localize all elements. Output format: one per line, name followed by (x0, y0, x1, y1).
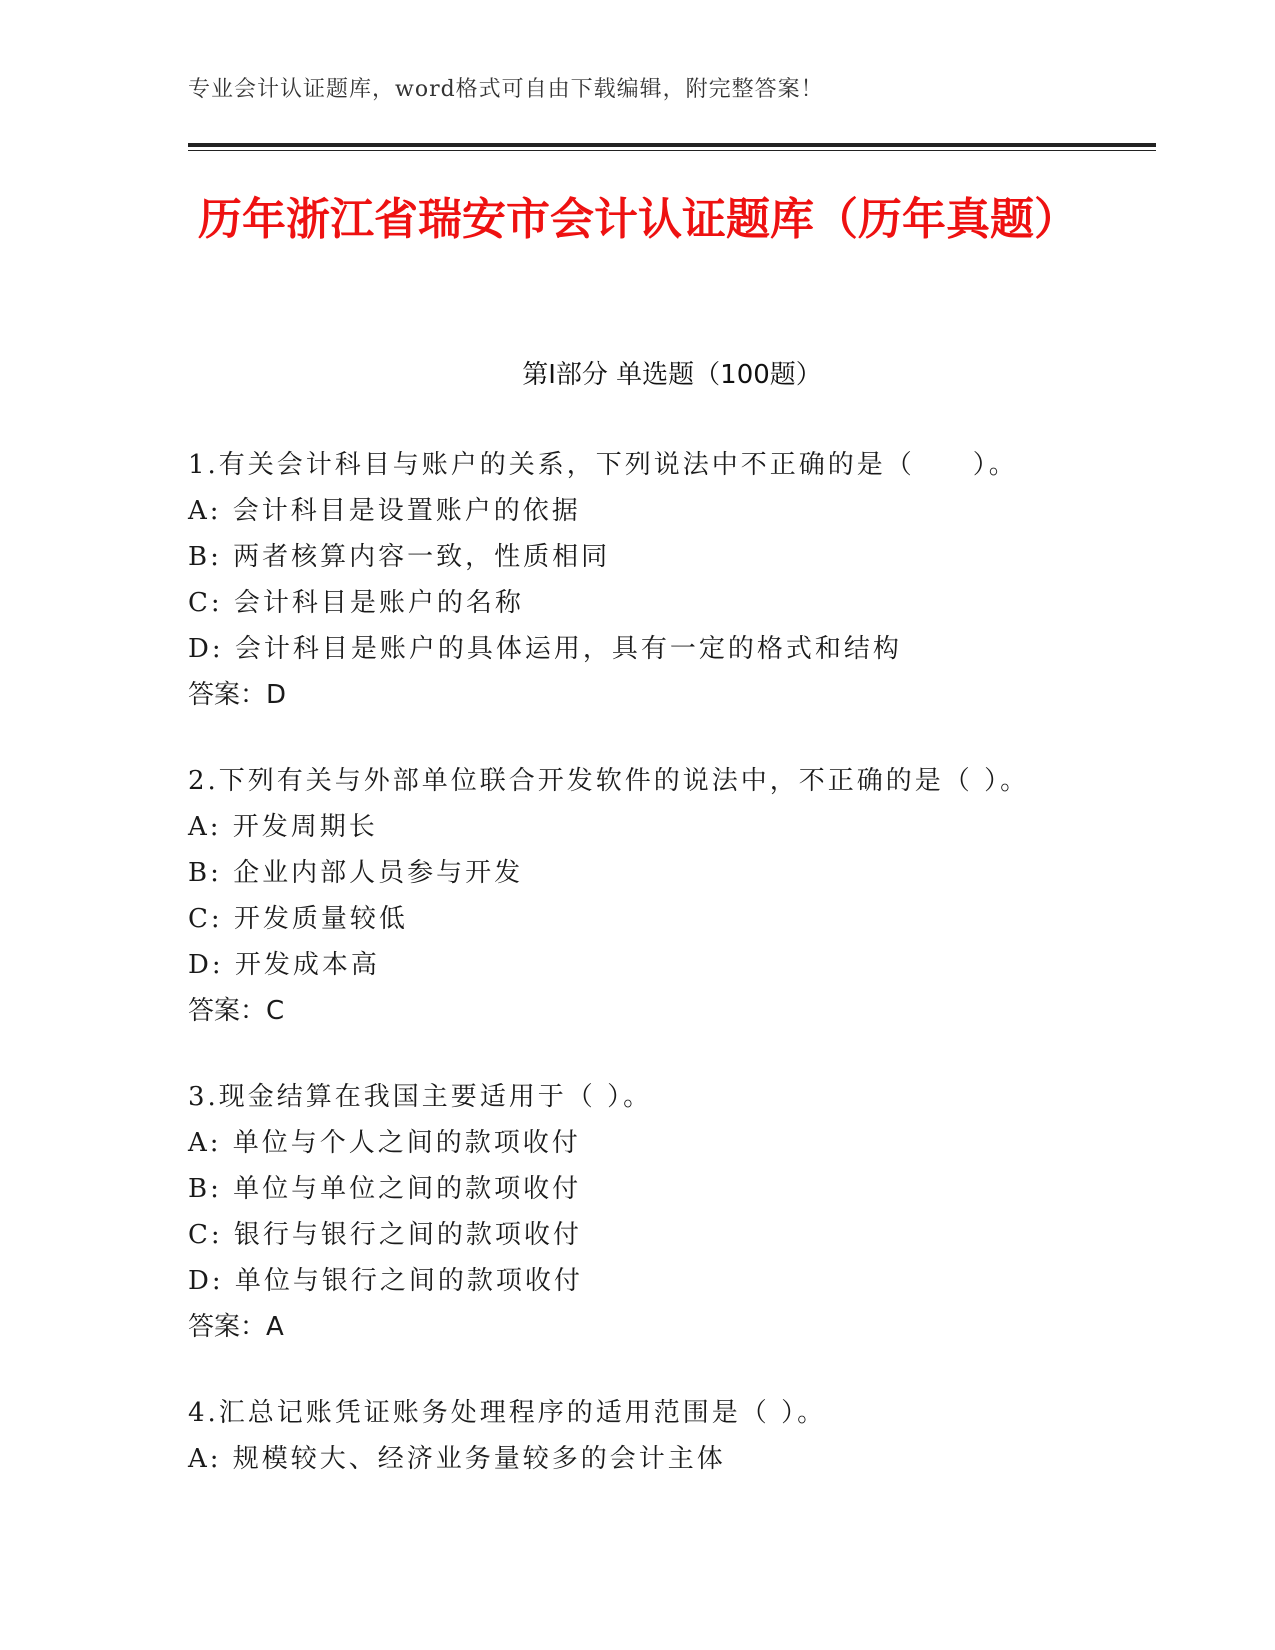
option-d: D: 单位与银行之间的款项收付 (188, 1266, 583, 1296)
document-title: 历年浙江省瑞安市会计认证题库（历年真题） (198, 194, 1078, 245)
question-3 (188, 1074, 1156, 1350)
question-stem: 2.下列有关与外部单位联合开发软件的说法中，不正确的是（ ）。 (188, 766, 1030, 796)
option-c: C: 会计科目是账户的名称 (188, 588, 524, 618)
answer: 答案：D (188, 680, 287, 710)
answer: 答案：C (188, 996, 285, 1026)
answer: 答案：A (188, 1312, 284, 1342)
header-rule-thin (188, 150, 1156, 151)
question-stem: 3.现金结算在我国主要适用于（ ）。 (188, 1082, 653, 1112)
option-d: D: 会计科目是账户的具体运用，具有一定的格式和结构 (188, 634, 902, 664)
question-stem: 1.有关会计科目与账户的关系，下列说法中不正确的是（ ）。 (188, 450, 1018, 480)
question-4 (188, 1390, 1156, 1482)
option-a: A: 会计科目是设置账户的依据 (188, 496, 581, 526)
question-1 (188, 442, 1156, 718)
option-c: C: 银行与银行之间的款项收付 (188, 1220, 582, 1250)
page-header: 专业会计认证题库，word格式可自由下载编辑，附完整答案！ (188, 77, 824, 102)
option-a: A: 开发周期长 (188, 812, 378, 842)
header-rule-thick (188, 143, 1156, 147)
option-b: B: 两者核算内容一致，性质相同 (188, 542, 611, 572)
option-d: D: 开发成本高 (188, 950, 380, 980)
question-list (188, 442, 1156, 1522)
option-b: B: 企业内部人员参与开发 (188, 858, 524, 888)
option-c: C: 开发质量较低 (188, 904, 408, 934)
section-title: 第Ⅰ部分 单选题（100题） (522, 360, 822, 390)
option-a: A: 规模较大、经济业务量较多的会计主体 (188, 1444, 726, 1474)
option-a: A: 单位与个人之间的款项收付 (188, 1128, 581, 1158)
option-b: B: 单位与单位之间的款项收付 (188, 1174, 582, 1204)
question-2 (188, 758, 1156, 1034)
question-stem: 4.汇总记账凭证账务处理程序的适用范围是（ ）。 (188, 1398, 827, 1428)
